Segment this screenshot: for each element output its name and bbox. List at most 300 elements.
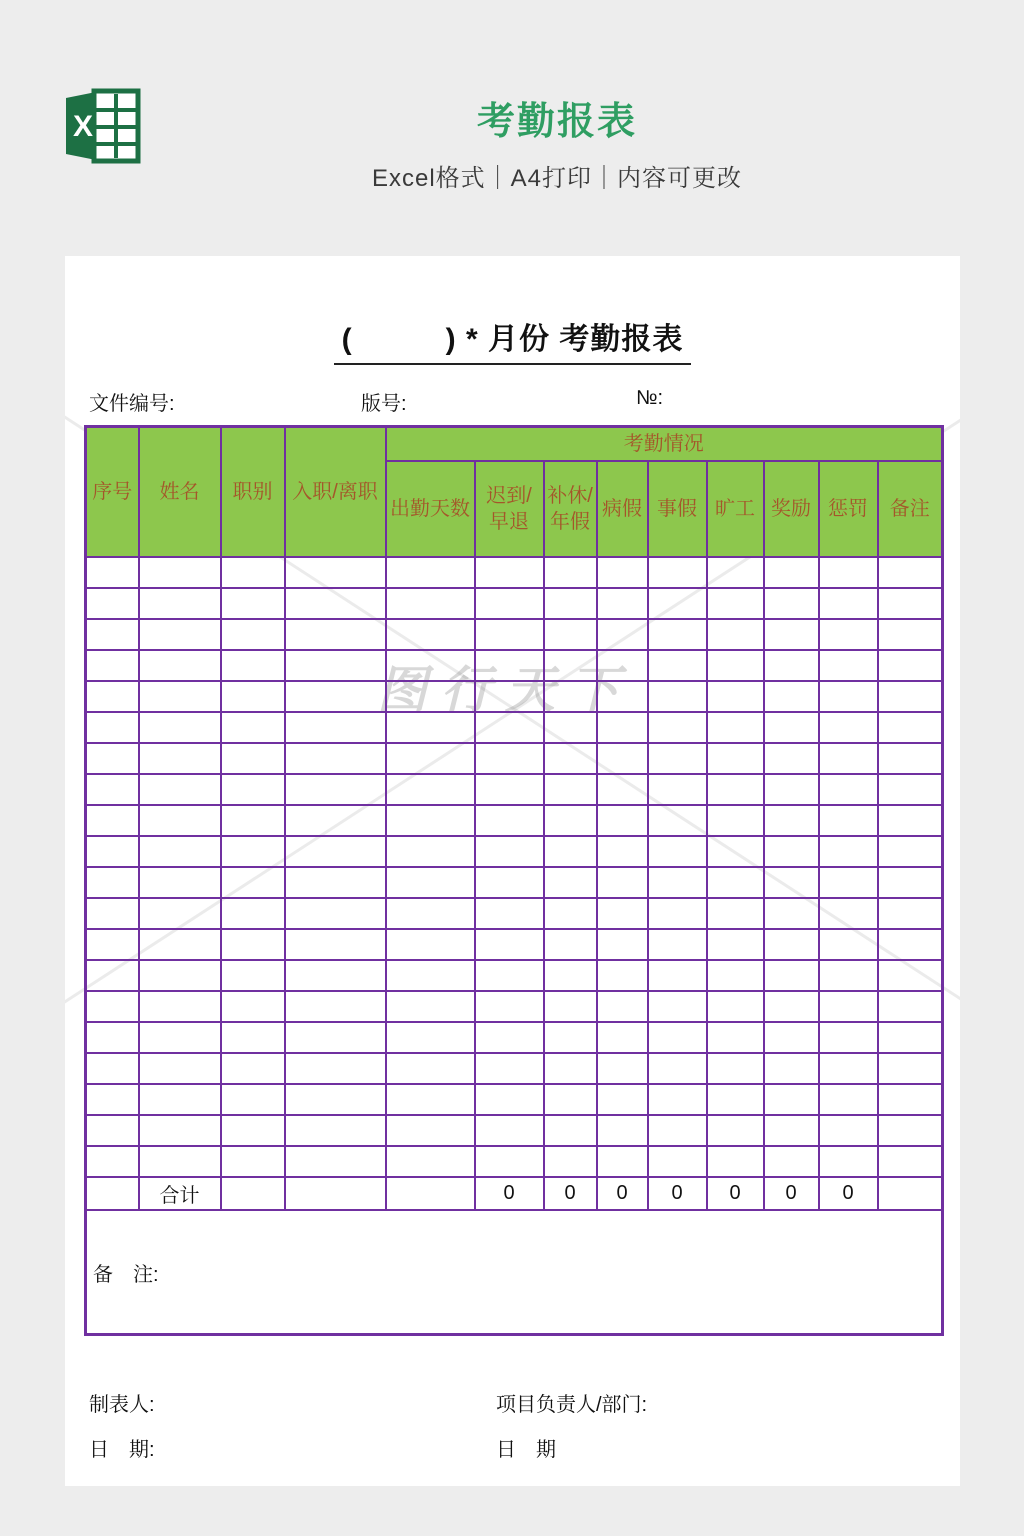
empty-cell (878, 1053, 943, 1084)
empty-cell (648, 867, 707, 898)
empty-cell (597, 960, 648, 991)
empty-cell (707, 805, 764, 836)
empty-cell (139, 588, 221, 619)
empty-cell (221, 836, 285, 867)
empty-cell (475, 805, 544, 836)
empty-cell (386, 1053, 475, 1084)
empty-cell (544, 681, 597, 712)
empty-cell (648, 650, 707, 681)
empty-cell (707, 898, 764, 929)
empty-cell (221, 774, 285, 805)
empty-cell (386, 867, 475, 898)
empty-row (86, 1146, 943, 1177)
empty-cell (86, 867, 139, 898)
empty-cell (139, 836, 221, 867)
document-title: ( ) * 月份 考勤报表 (334, 314, 692, 365)
empty-cell (648, 681, 707, 712)
empty-cell (221, 929, 285, 960)
empty-cell (221, 898, 285, 929)
col-header-absent: 旷工 (707, 461, 764, 557)
empty-cell (544, 619, 597, 650)
empty-cell (386, 557, 475, 588)
empty-cell (139, 557, 221, 588)
empty-cell (707, 1084, 764, 1115)
empty-row (86, 991, 943, 1022)
empty-cell (544, 712, 597, 743)
empty-cell (221, 712, 285, 743)
manager-label: 项目负责人/部门: (496, 1394, 648, 1416)
empty-cell (819, 1084, 878, 1115)
svg-text:X: X (73, 110, 94, 143)
empty-cell (648, 1022, 707, 1053)
total-value-cell (878, 1177, 943, 1210)
empty-cell (86, 898, 139, 929)
empty-cell (86, 557, 139, 588)
date-left-label: 日 期: (89, 1439, 155, 1461)
empty-cell (544, 960, 597, 991)
empty-cell (648, 743, 707, 774)
empty-cell (764, 1115, 819, 1146)
empty-cell (819, 805, 878, 836)
col-header-late: 迟到/早退 (475, 461, 544, 557)
empty-cell (386, 619, 475, 650)
empty-cell (221, 1084, 285, 1115)
empty-cell (819, 712, 878, 743)
empty-cell (544, 929, 597, 960)
empty-cell (648, 929, 707, 960)
empty-cell (597, 867, 648, 898)
col-header-name: 姓名 (139, 427, 221, 558)
empty-cell (475, 960, 544, 991)
empty-cell (285, 619, 386, 650)
empty-cell (878, 836, 943, 867)
empty-cell (597, 836, 648, 867)
empty-cell (597, 1146, 648, 1177)
empty-cell (86, 836, 139, 867)
empty-cell (544, 557, 597, 588)
empty-cell (544, 1022, 597, 1053)
empty-cell (285, 712, 386, 743)
empty-cell (878, 774, 943, 805)
empty-cell (86, 805, 139, 836)
total-value-cell (285, 1177, 386, 1210)
empty-cell (139, 1115, 221, 1146)
empty-cell (707, 1115, 764, 1146)
empty-cell (285, 991, 386, 1022)
serial-no-label: №: (636, 387, 664, 409)
empty-cell (648, 557, 707, 588)
empty-cell (386, 1146, 475, 1177)
empty-cell (86, 619, 139, 650)
empty-cell (285, 1053, 386, 1084)
empty-cell (386, 960, 475, 991)
empty-cell (86, 743, 139, 774)
empty-cell (648, 1053, 707, 1084)
col-group-attendance: 考勤情况 (386, 427, 943, 462)
empty-cell (819, 1053, 878, 1084)
empty-cell (386, 991, 475, 1022)
empty-cell (475, 681, 544, 712)
empty-cell (139, 805, 221, 836)
total-value-cell: 0 (648, 1177, 707, 1210)
empty-cell (475, 557, 544, 588)
remark-cell (86, 1210, 943, 1335)
file-no-label: 文件编号: (89, 393, 175, 415)
empty-cell (221, 743, 285, 774)
col-header-serial: 序号 (86, 427, 139, 558)
empty-cell (819, 867, 878, 898)
empty-cell (86, 650, 139, 681)
empty-cell (819, 1115, 878, 1146)
empty-cell (597, 991, 648, 1022)
empty-cell (764, 557, 819, 588)
empty-row (86, 836, 943, 867)
empty-cell (707, 867, 764, 898)
empty-cell (139, 619, 221, 650)
empty-cell (764, 867, 819, 898)
empty-cell (386, 805, 475, 836)
empty-row (86, 712, 943, 743)
empty-cell (597, 898, 648, 929)
empty-cell (764, 805, 819, 836)
empty-cell (819, 898, 878, 929)
empty-row (86, 619, 943, 650)
empty-cell (707, 557, 764, 588)
empty-cell (285, 650, 386, 681)
empty-row (86, 774, 943, 805)
empty-cell (386, 774, 475, 805)
empty-cell (764, 1022, 819, 1053)
empty-cell (878, 929, 943, 960)
watermark-text: 图行天下 (377, 662, 633, 718)
empty-cell (475, 867, 544, 898)
empty-cell (878, 805, 943, 836)
empty-cell (597, 929, 648, 960)
empty-row (86, 867, 943, 898)
empty-cell (386, 681, 475, 712)
empty-cell (819, 836, 878, 867)
total-value-cell: 0 (764, 1177, 819, 1210)
total-value-cell (386, 1177, 475, 1210)
empty-cell (139, 898, 221, 929)
empty-cell (764, 619, 819, 650)
empty-cell (475, 1084, 544, 1115)
total-value-cell: 0 (544, 1177, 597, 1210)
empty-cell (764, 991, 819, 1022)
empty-cell (597, 743, 648, 774)
col-header-rank: 职别 (221, 427, 285, 558)
remark-label: 备 注: (93, 1263, 159, 1286)
empty-cell (707, 774, 764, 805)
empty-cell (86, 1053, 139, 1084)
empty-cell (139, 960, 221, 991)
empty-cell (707, 1053, 764, 1084)
meta-row (84, 387, 941, 417)
total-value-cell (86, 1177, 139, 1210)
empty-cell (878, 681, 943, 712)
empty-cell (764, 1084, 819, 1115)
empty-cell (221, 619, 285, 650)
total-value-cell: 0 (597, 1177, 648, 1210)
empty-cell (707, 1146, 764, 1177)
empty-cell (648, 991, 707, 1022)
col-header-hiredate: 入职/离职 (285, 427, 386, 558)
empty-cell (86, 1115, 139, 1146)
empty-cell (878, 1022, 943, 1053)
empty-cell (221, 1115, 285, 1146)
empty-cell (221, 1022, 285, 1053)
empty-cell (819, 1022, 878, 1053)
total-value-cell (221, 1177, 285, 1210)
empty-cell (597, 619, 648, 650)
empty-cell (648, 805, 707, 836)
empty-cell (648, 1146, 707, 1177)
empty-cell (475, 1053, 544, 1084)
empty-cell (597, 774, 648, 805)
empty-cell (544, 805, 597, 836)
empty-cell (544, 898, 597, 929)
empty-cell (648, 1084, 707, 1115)
empty-cell (221, 681, 285, 712)
empty-cell (386, 712, 475, 743)
empty-cell (139, 1146, 221, 1177)
date-right-label: 日 期 (496, 1439, 556, 1461)
empty-cell (221, 867, 285, 898)
empty-cell (764, 774, 819, 805)
empty-cell (386, 898, 475, 929)
empty-cell (544, 1084, 597, 1115)
col-header-comp: 补休/年假 (544, 461, 597, 557)
empty-cell (707, 836, 764, 867)
empty-cell (475, 1115, 544, 1146)
empty-cell (544, 588, 597, 619)
empty-cell (764, 681, 819, 712)
empty-cell (597, 1022, 648, 1053)
empty-cell (878, 588, 943, 619)
total-label-cell: 合计 (139, 1177, 221, 1210)
brand-subtitle: Excel格式｜A4打印｜内容可更改 (371, 165, 743, 192)
empty-cell (648, 619, 707, 650)
empty-cell (878, 743, 943, 774)
empty-cell (764, 960, 819, 991)
empty-cell (764, 929, 819, 960)
empty-cell (597, 557, 648, 588)
empty-cell (764, 898, 819, 929)
empty-cell (878, 557, 943, 588)
empty-cell (285, 867, 386, 898)
empty-cell (86, 960, 139, 991)
empty-cell (475, 929, 544, 960)
col-header-personal: 事假 (648, 461, 707, 557)
empty-cell (285, 1115, 386, 1146)
empty-cell (764, 1053, 819, 1084)
empty-cell (285, 898, 386, 929)
empty-cell (707, 991, 764, 1022)
empty-cell (86, 991, 139, 1022)
empty-cell (386, 1084, 475, 1115)
empty-row (86, 1022, 943, 1053)
empty-row (86, 960, 943, 991)
empty-cell (221, 557, 285, 588)
empty-cell (139, 712, 221, 743)
empty-cell (285, 1084, 386, 1115)
empty-cell (139, 1022, 221, 1053)
empty-cell (221, 588, 285, 619)
empty-cell (597, 681, 648, 712)
remark-row (86, 1210, 943, 1335)
empty-cell (707, 1022, 764, 1053)
empty-row (86, 898, 943, 929)
empty-cell (86, 774, 139, 805)
empty-cell (878, 1146, 943, 1177)
empty-cell (285, 774, 386, 805)
empty-cell (386, 929, 475, 960)
empty-cell (221, 1053, 285, 1084)
empty-cell (819, 557, 878, 588)
empty-cell (707, 712, 764, 743)
empty-cell (707, 650, 764, 681)
empty-cell (221, 650, 285, 681)
empty-cell (285, 805, 386, 836)
empty-cell (878, 1084, 943, 1115)
empty-cell (878, 960, 943, 991)
empty-cell (386, 836, 475, 867)
empty-cell (597, 1053, 648, 1084)
empty-cell (819, 1146, 878, 1177)
empty-cell (386, 1022, 475, 1053)
empty-cell (597, 650, 648, 681)
col-header-workdays: 出勤天数 (386, 461, 475, 557)
empty-cell (648, 960, 707, 991)
empty-cell (475, 712, 544, 743)
empty-cell (648, 898, 707, 929)
total-value-cell: 0 (475, 1177, 544, 1210)
empty-cell (648, 588, 707, 619)
empty-cell (819, 774, 878, 805)
empty-cell (86, 1146, 139, 1177)
empty-cell (648, 712, 707, 743)
empty-cell (285, 557, 386, 588)
document-footer (84, 1388, 941, 1459)
empty-cell (878, 619, 943, 650)
col-header-notes: 备注 (878, 461, 943, 557)
empty-cell (597, 1115, 648, 1146)
empty-cell (86, 681, 139, 712)
empty-cell (139, 1084, 221, 1115)
col-header-sick: 病假 (597, 461, 648, 557)
total-value-cell: 0 (707, 1177, 764, 1210)
empty-cell (221, 1146, 285, 1177)
version-label: 版号: (361, 393, 407, 415)
empty-cell (139, 1053, 221, 1084)
empty-cell (597, 588, 648, 619)
empty-cell (475, 650, 544, 681)
empty-cell (764, 743, 819, 774)
empty-cell (544, 774, 597, 805)
empty-cell (819, 743, 878, 774)
empty-row (86, 1115, 943, 1146)
empty-row (86, 743, 943, 774)
empty-cell (819, 681, 878, 712)
empty-cell (285, 929, 386, 960)
empty-cell (878, 991, 943, 1022)
empty-cell (764, 588, 819, 619)
col-header-penalty: 惩罚 (819, 461, 878, 557)
empty-cell (139, 681, 221, 712)
document-sheet (65, 256, 960, 1486)
empty-cell (285, 743, 386, 774)
empty-cell (648, 774, 707, 805)
empty-cell (544, 650, 597, 681)
empty-cell (819, 619, 878, 650)
empty-cell (764, 836, 819, 867)
empty-cell (544, 743, 597, 774)
empty-row (86, 650, 943, 681)
empty-cell (86, 712, 139, 743)
empty-cell (764, 1146, 819, 1177)
empty-cell (878, 650, 943, 681)
empty-cell (475, 1022, 544, 1053)
empty-cell (139, 774, 221, 805)
excel-logo-icon (64, 86, 144, 166)
empty-cell (475, 898, 544, 929)
empty-cell (475, 836, 544, 867)
empty-cell (597, 712, 648, 743)
empty-cell (819, 960, 878, 991)
empty-cell (386, 588, 475, 619)
empty-row (86, 1053, 943, 1084)
empty-cell (475, 619, 544, 650)
empty-cell (648, 836, 707, 867)
empty-cell (819, 929, 878, 960)
table-body (86, 557, 943, 1177)
empty-cell (707, 960, 764, 991)
empty-cell (544, 991, 597, 1022)
empty-cell (475, 1146, 544, 1177)
empty-cell (386, 743, 475, 774)
empty-cell (86, 1084, 139, 1115)
empty-row (86, 805, 943, 836)
preparer-label: 制表人: (89, 1394, 155, 1416)
empty-cell (139, 650, 221, 681)
attendance-table (84, 425, 944, 1336)
empty-cell (285, 588, 386, 619)
empty-cell (475, 588, 544, 619)
empty-cell (139, 867, 221, 898)
empty-row (86, 929, 943, 960)
empty-cell (285, 681, 386, 712)
empty-cell (648, 1115, 707, 1146)
empty-cell (764, 650, 819, 681)
empty-row (86, 681, 943, 712)
empty-cell (707, 681, 764, 712)
col-header-reward: 奖励 (764, 461, 819, 557)
empty-cell (386, 1115, 475, 1146)
empty-cell (221, 991, 285, 1022)
empty-cell (707, 619, 764, 650)
empty-cell (139, 929, 221, 960)
empty-cell (597, 1084, 648, 1115)
empty-cell (597, 805, 648, 836)
empty-cell (707, 743, 764, 774)
empty-cell (285, 836, 386, 867)
empty-cell (544, 867, 597, 898)
empty-cell (139, 991, 221, 1022)
empty-cell (544, 1146, 597, 1177)
empty-row (86, 557, 943, 588)
brand-title: 考勤报表 (476, 101, 637, 143)
empty-cell (544, 1053, 597, 1084)
